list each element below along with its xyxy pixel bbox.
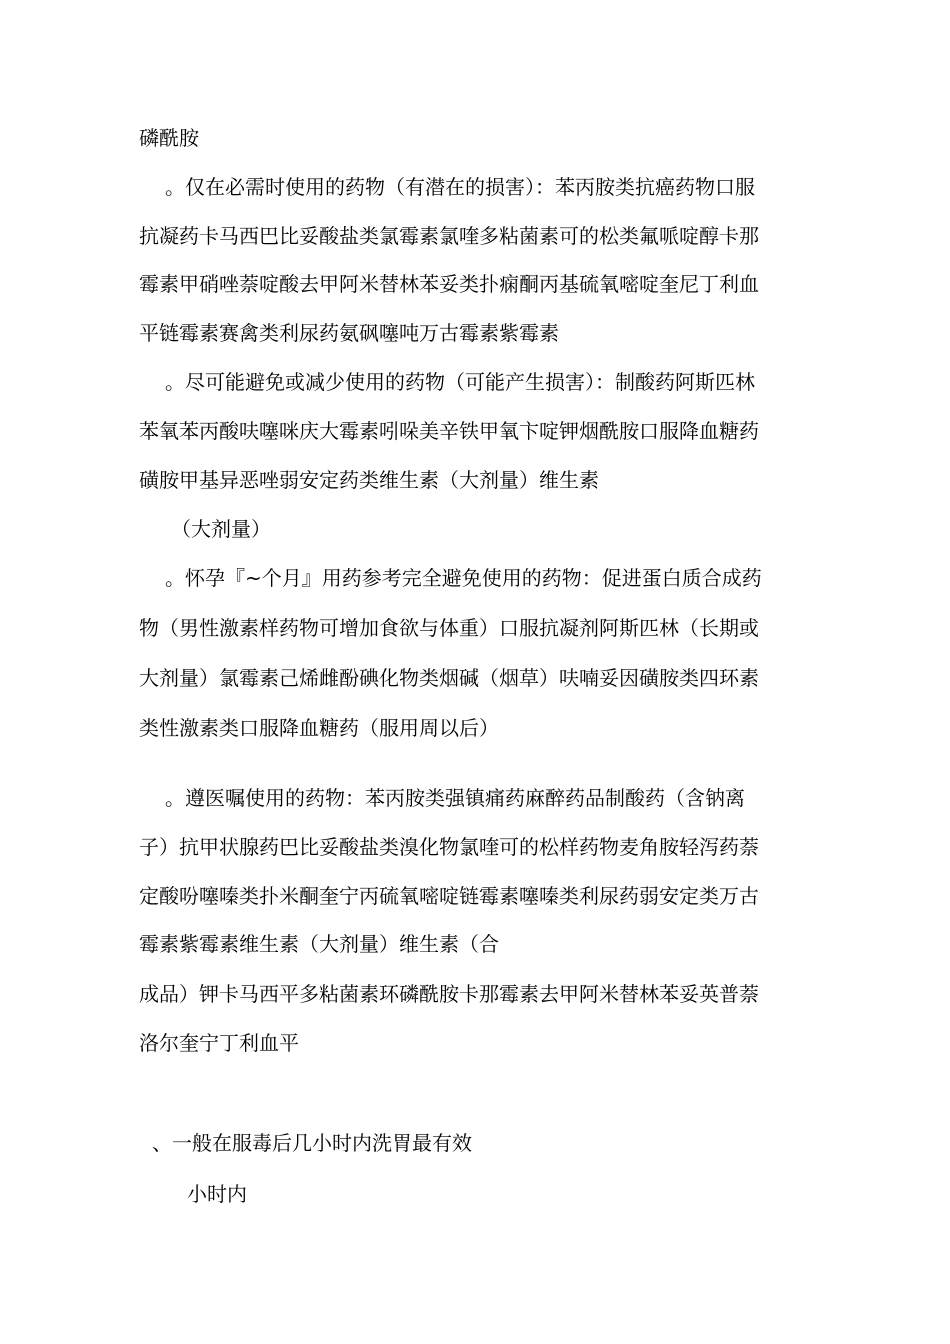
text-line: 定酸吩噻嗪类扑米酮奎宁丙硫氧嘧啶链霉素噻嗪类利尿药弱安定类万古 [139, 884, 759, 908]
text-line: 。怀孕『~个月』用药参考完全避免使用的药物：促进蛋白质合成药 [165, 566, 762, 590]
text-line: 子）抗甲状腺药巴比妥酸盐类溴化物氯喹可的松样药物麦角胺轻泻药萘 [139, 835, 759, 859]
text-line: 平链霉素赛禽类利尿药氨砜噻吨万古霉素紫霉素 [139, 321, 559, 345]
text-line: 洛尔奎宁丁利血平 [139, 1031, 299, 1055]
text-line: 磷酰胺 [139, 126, 199, 150]
text-line: 。遵医嘱使用的药物：苯丙胺类强镇痛药麻醉药品制酸药（含钠离 [165, 786, 745, 810]
text-line: 霉素紫霉素维生素（大剂量）维生素（合 [139, 932, 499, 956]
text-line: 大剂量）氯霉素己烯雌酚碘化物类烟碱（烟草）呋喃妥因磺胺类四环素 [139, 666, 759, 690]
text-line: 。仅在必需时使用的药物（有潜在的损害）：苯丙胺类抗癌药物口服 [165, 175, 755, 199]
text-line: 抗凝药卡马西巴比妥酸盐类氯霉素氯喹多粘菌素可的松类氟哌啶醇卡那 [139, 224, 759, 248]
text-line: （大剂量） [171, 517, 271, 541]
text-line: 类性激素类口服降血糖药（服用周以后） [139, 716, 499, 740]
text-line: 小时内 [187, 1182, 247, 1206]
text-line: 物（男性激素样药物可增加食欲与体重）口服抗凝剂阿斯匹林（长期或 [139, 616, 759, 640]
text-line: 成品）钾卡马西平多粘菌素环磷酰胺卡那霉素去甲阿米替林苯妥英普萘 [139, 982, 759, 1006]
text-line: 。尽可能避免或减少使用的药物（可能产生损害）：制酸药阿斯匹林 [165, 370, 755, 394]
text-line: 、一般在服毒后几小时内洗胃最有效 [152, 1131, 472, 1155]
text-line: 霉素甲硝唑萘啶酸去甲阿米替林苯妥类扑痫酮丙基硫氧嘧啶奎尼丁利血 [139, 272, 759, 296]
text-line: 苯氧苯丙酸呋噻咪庆大霉素吲哚美辛铁甲氧卞啶钾烟酰胺口服降血糖药 [139, 419, 759, 443]
text-line: 磺胺甲基异恶唑弱安定药类维生素（大剂量）维生素 [139, 468, 599, 492]
